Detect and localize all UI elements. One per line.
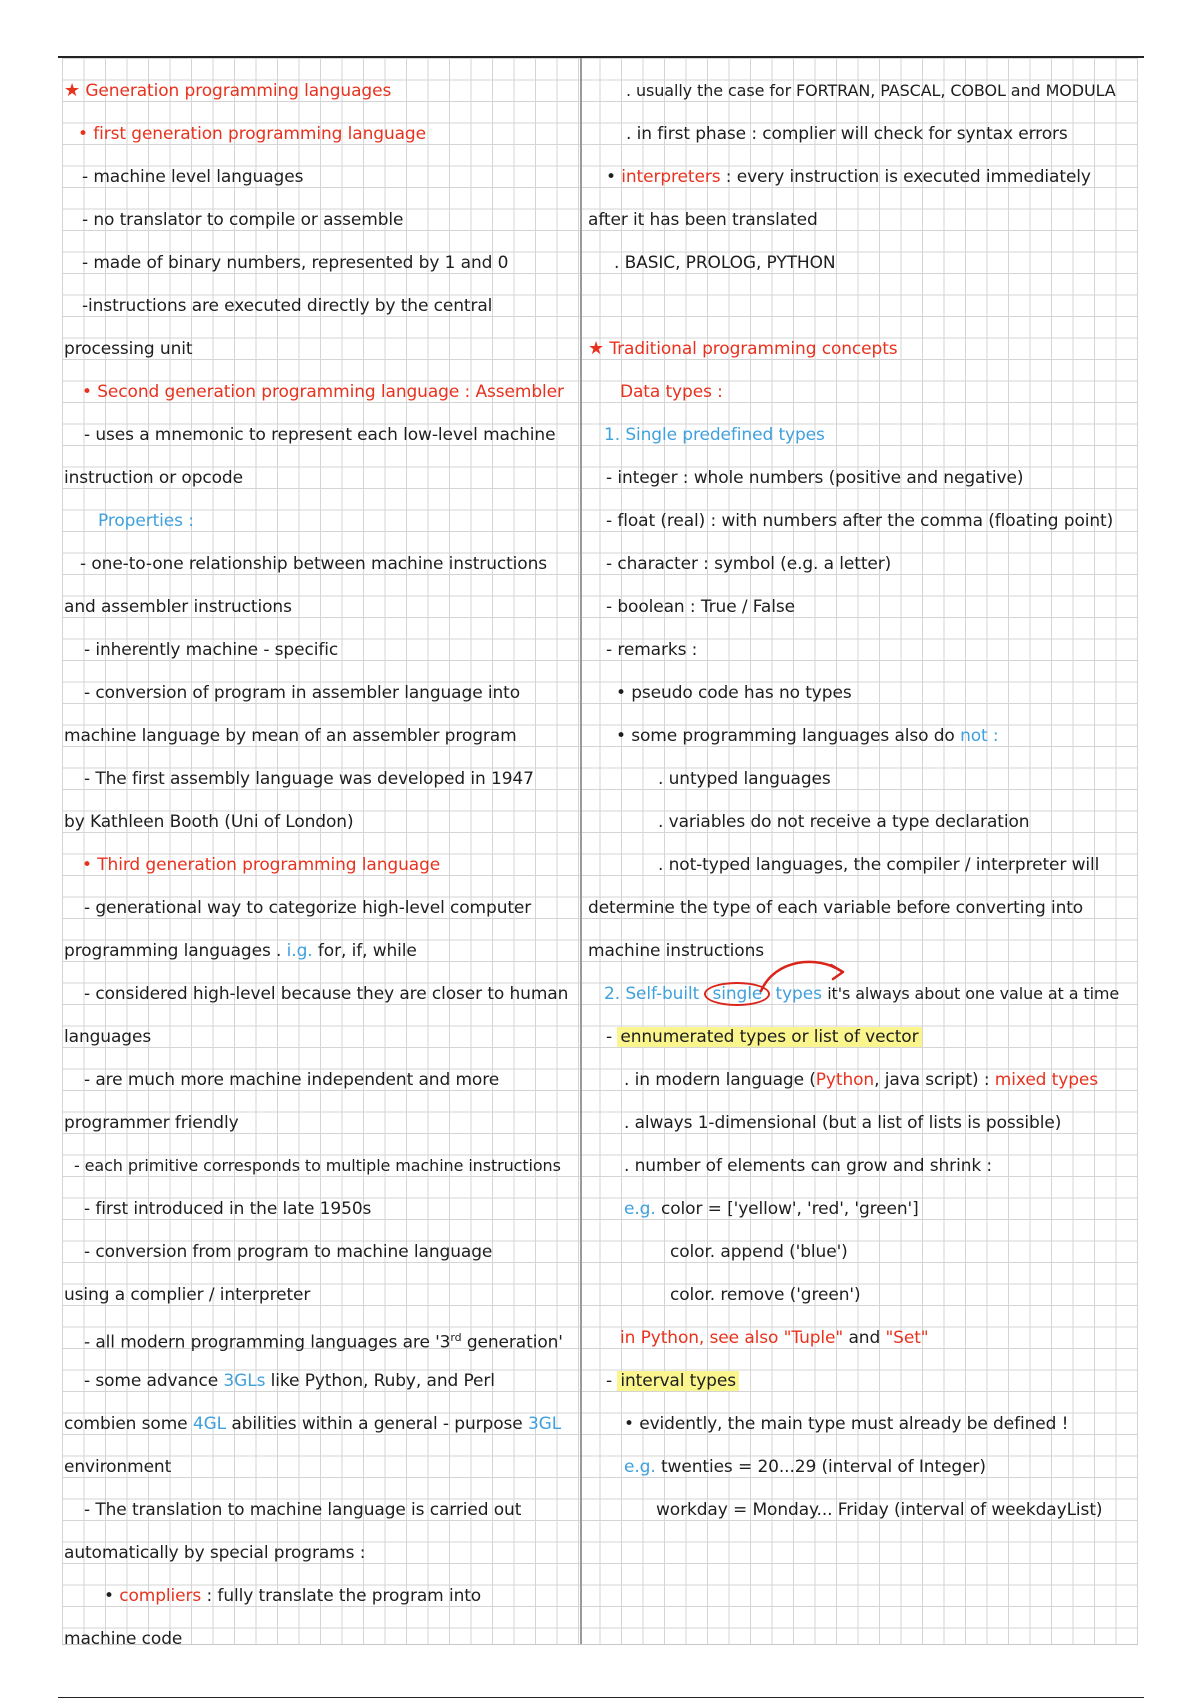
interpreters-item: • interpreters : every instruction is executed immediately	[606, 167, 1091, 187]
third-gen-item: - each primitive corresponds to multiple machine instructions	[74, 1156, 561, 1175]
third-gen-item: - all modern programming languages are '3rd generation'	[84, 1331, 563, 1353]
second-gen-item: instruction or opcode	[64, 468, 243, 488]
remark-item: • pseudo code has no types	[616, 683, 852, 703]
remark-item: • some programming languages also do not :	[616, 726, 999, 746]
untyped-item: . variables do not receive a type declaration	[658, 812, 1030, 832]
property-item: and assembler instructions	[64, 597, 292, 617]
third-gen-item: languages	[64, 1027, 152, 1047]
interval-example: workday = Monday... Friday (interval of weekdayList)	[656, 1500, 1103, 1520]
column-divider	[580, 58, 582, 1644]
first-gen-item: -instructions are executed directly by the central	[82, 296, 493, 316]
enum-item: . in modern language (Python, java script) : mixed types	[624, 1070, 1099, 1090]
third-gen-item: automatically by special programs :	[64, 1543, 366, 1563]
compilers-item: • compliers : fully translate the program into	[104, 1586, 482, 1606]
type-item: - character : symbol (e.g. a letter)	[606, 554, 892, 574]
third-gen-heading: • Third generation programming language	[82, 855, 441, 875]
python-see-also: in Python, see also "Tuple" and "Set"	[620, 1328, 929, 1348]
compiler-note: . in first phase : complier will check for syntax errors	[626, 124, 1068, 144]
third-gen-item: - are much more machine independent and more	[84, 1070, 500, 1090]
enum-heading: - ennumerated types or list of vector	[588, 1020, 1188, 1063]
properties-label: Properties :	[98, 511, 194, 531]
third-gen-item: programmer friendly	[64, 1113, 239, 1133]
enum-code: color. append ('blue')	[670, 1242, 848, 1262]
second-gen-heading: • Second generation programming language : Assembler	[82, 382, 564, 402]
enum-code: color. remove ('green')	[670, 1285, 861, 1305]
property-item: by Kathleen Booth (Uni of London)	[64, 812, 354, 832]
single-types-heading: 1. Single predefined types	[604, 425, 825, 445]
spacer	[588, 289, 1188, 332]
interval-item: • evidently, the main type must already be defined !	[624, 1414, 1069, 1434]
third-gen-item: - The translation to machine language is carried out	[84, 1500, 522, 1520]
third-gen-item: combien some 4GL abilities within a general - purpose 3GL	[64, 1414, 562, 1434]
star-icon: ★	[588, 338, 605, 359]
type-item: - remarks :	[606, 640, 698, 660]
third-gen-item: programming languages . i.g. for, if, while	[64, 941, 417, 961]
property-item: - The first assembly language was developed in 1947	[84, 769, 534, 789]
first-gen-item: - no translator to compile or assemble	[82, 210, 404, 230]
first-gen-item: - machine level languages	[82, 167, 304, 187]
third-gen-item: - some advance 3GLs like Python, Ruby, and Perl	[84, 1371, 495, 1391]
interpreters-cont: after it has been translated	[588, 210, 818, 230]
interval-heading: - interval types	[588, 1364, 1188, 1407]
second-gen-item: - uses a mnemonic to represent each low-level machine	[84, 425, 556, 445]
left-column	[64, 74, 576, 1665]
type-item: - boolean : True / False	[606, 597, 795, 617]
right-column	[588, 74, 1188, 1536]
untyped-item: . untyped languages	[658, 769, 831, 789]
type-item: - float (real) : with numbers after the comma (floating point)	[606, 511, 1114, 531]
first-gen-item: processing unit	[64, 339, 193, 359]
enum-item: . number of elements can grow and shrink :	[624, 1156, 993, 1176]
third-gen-item: machine code	[64, 1629, 183, 1649]
property-item: - conversion of program in assembler language into	[84, 683, 521, 703]
property-item: - one-to-one relationship between machine instructions	[80, 554, 548, 574]
third-gen-item: - generational way to categorize high-level computer	[84, 898, 532, 918]
first-gen-heading: • first generation programming language	[78, 124, 426, 144]
interval-example: e.g. twenties = 20...29 (interval of Integer)	[624, 1457, 986, 1477]
self-built-heading: 2. Self-built single types it's always about one value at a time	[604, 984, 1120, 1004]
section-title-generations: ★ Generation programming languages	[64, 80, 392, 101]
third-gen-item: - conversion from program to machine language	[84, 1242, 493, 1262]
property-item: - inherently machine - specific	[84, 640, 339, 660]
data-types-label: Data types :	[620, 382, 723, 402]
untyped-item: . not-typed languages, the compiler / interpreter will	[658, 855, 1100, 875]
enum-example: e.g. color = ['yellow', 'red', 'green']	[624, 1199, 919, 1219]
third-gen-item: - considered high-level because they are closer to human	[84, 984, 569, 1004]
third-gen-item: using a complier / interpreter	[64, 1285, 311, 1305]
untyped-cont: determine the type of each variable before converting into	[588, 898, 1084, 918]
star-icon: ★	[64, 80, 81, 101]
third-gen-item: environment	[64, 1457, 172, 1477]
circled-word: single	[704, 982, 770, 1006]
enum-item: . always 1-dimensional (but a list of lists is possible)	[624, 1113, 1062, 1133]
untyped-cont: machine instructions	[588, 941, 765, 961]
compiler-note: . usually the case for FORTRAN, PASCAL, COBOL and MODULA	[626, 81, 1116, 100]
section-title-traditional: ★ Traditional programming concepts	[588, 338, 898, 359]
type-item: - integer : whole numbers (positive and negative)	[606, 468, 1024, 488]
bottom-rule	[58, 1697, 1144, 1698]
curved-arrow-icon	[755, 953, 855, 995]
first-gen-item: - made of binary numbers, represented by 1 and 0	[82, 253, 509, 273]
property-item: machine language by mean of an assembler program	[64, 726, 517, 746]
interpreter-languages: . BASIC, PROLOG, PYTHON	[614, 253, 836, 273]
third-gen-item: - first introduced in the late 1950s	[84, 1199, 372, 1219]
